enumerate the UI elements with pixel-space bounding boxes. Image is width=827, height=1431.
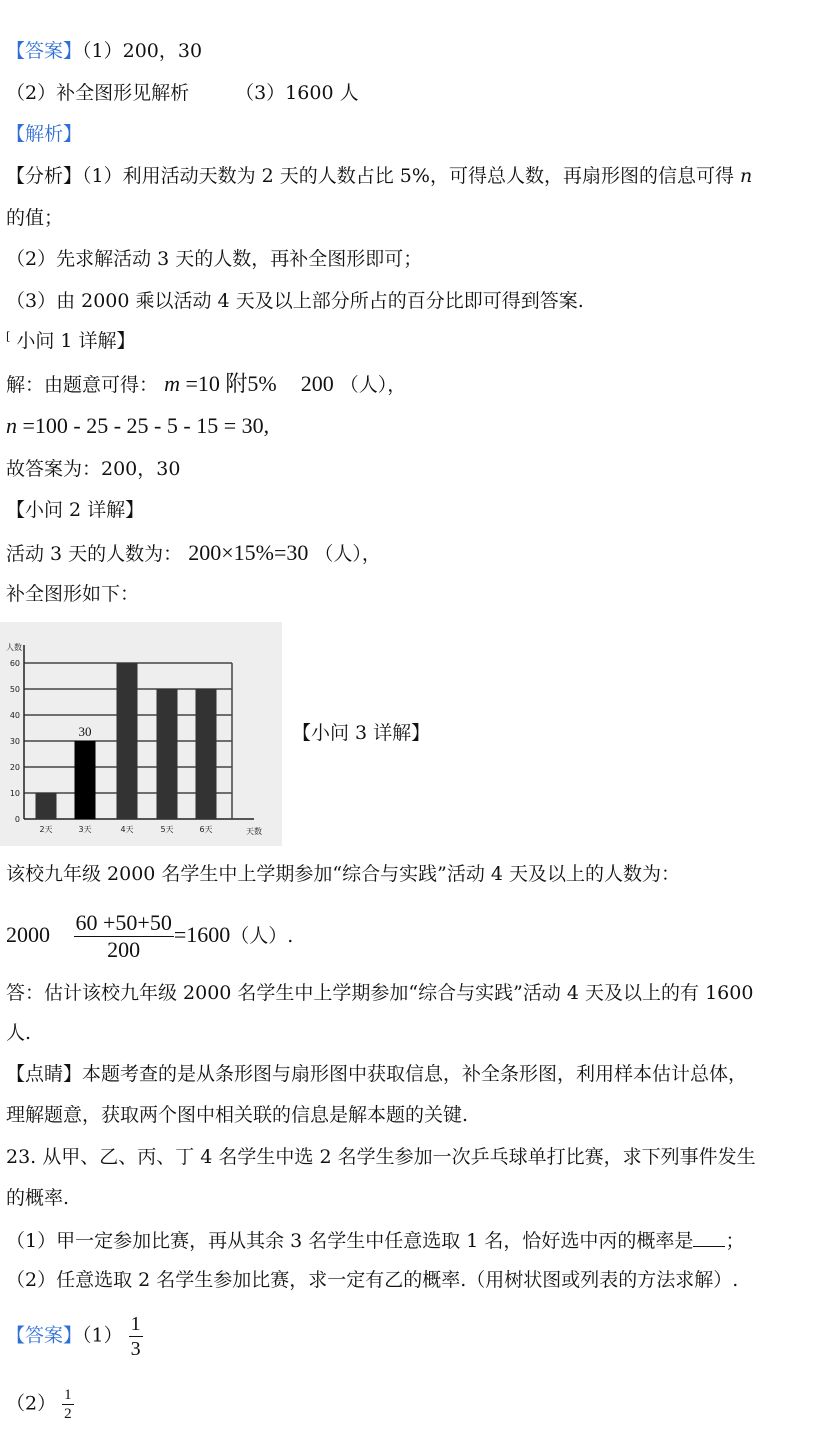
sub2-math: 200×15%=30 [188, 540, 309, 565]
sub2-prefix: 活动 3 天的人数为： [6, 543, 183, 565]
answer-1: （1）200，30 [82, 40, 203, 62]
sub3-line-1: 该校九年级 2000 名学生中上学期参加“综合与实践”活动 4 天及以上的人数为： [6, 863, 681, 885]
sub1-prefix: 解：由题意可得： [6, 374, 159, 396]
q23-part-1-text: （1）甲一定参加比赛，再从其余 3 名学生中任意选取 1 名，恰好选中丙的概率是 [6, 1230, 694, 1252]
y-axis-label: 人数 [6, 643, 22, 652]
q23-part-2: （2）任意选取 2 名学生参加比赛，求一定有乙的概率.（用树状图或列表的方法求解）. [6, 1269, 739, 1291]
sub2-heading: 【小问 2 详解】 [6, 499, 145, 521]
sub1-line2-math: =100 - 25 - 25 - 5 - 15 = 30, [17, 413, 270, 438]
fenxi-line-3: （3）由 2000 乘以活动 4 天及以上部分所占的百分比即可得到答案. [6, 290, 584, 312]
data-label: 30 [78, 724, 92, 739]
y-tick-label: 20 [9, 763, 20, 772]
sub3-calc-lead: 2000 [6, 922, 50, 947]
sub3-calc-denominator: 200 [107, 937, 141, 963]
sub1-var-n: n [6, 413, 17, 438]
q23-answer-2-label: （2） [6, 1392, 57, 1415]
answer-tag: 【答案】 [6, 40, 83, 62]
y-tick-label: 60 [9, 659, 20, 668]
sub1-result: 200 [300, 371, 334, 396]
sub3-answer-1: 答：估计该校九年级 2000 名学生中上学期参加“综合与实践”活动 4 天及以上的有 1600 [6, 982, 754, 1004]
fenxi-text-1: 【分析】（1）利用活动天数为 2 天的人数占比 5%，可得总人数，再扇形图的信息可得 [6, 165, 734, 187]
answer-line-1 [6, 40, 202, 63]
x-axis-label: 天数 [246, 827, 262, 836]
sub1-line-2 [6, 413, 269, 439]
dianjing-line-2: 理解题意，获取两个图中相关联的信息是解本题的关键. [6, 1104, 469, 1126]
bar-chart-figure [0, 622, 282, 846]
q23-line-1: 23. 从甲、乙、丙、丁 4 名学生中选 2 名学生参加一次乒乓球单打比赛，求下列事件发生 [6, 1146, 756, 1168]
sub2-unit: （人）， [314, 543, 381, 565]
sub3-calc-result: =1600 [173, 922, 231, 947]
y-tick-label: 10 [9, 789, 20, 798]
q23-answer-1-fraction [129, 1312, 143, 1361]
bar [117, 663, 138, 819]
answer-3: （3）1600 人 [235, 82, 359, 104]
q23-answer-1-den: 3 [130, 1338, 141, 1360]
bar [36, 793, 57, 819]
sub1-var-m: m [164, 371, 180, 396]
sub3-calc-fraction [74, 910, 174, 964]
sub1-mark: [ [6, 330, 11, 343]
sub3-answer-2: 人. [6, 1022, 32, 1044]
sub3-heading: 【小问 3 详解】 [292, 722, 431, 744]
fenxi-line-1 [6, 165, 752, 188]
x-tick-label: 2天 [39, 825, 53, 834]
sub2-line-2: 补全图形如下： [6, 583, 140, 605]
bar [75, 741, 96, 819]
y-tick-label: 50 [9, 685, 20, 694]
fenxi-line-2: （2）先求解活动 3 天的人数，再补全图形即可； [6, 248, 423, 270]
q23-answer-2 [6, 1386, 74, 1423]
sub3-calc-numerator: 60 +50+50 [74, 910, 174, 937]
sub1-math: =10 附5% [179, 371, 277, 396]
analysis-tag: 【解析】 [6, 123, 83, 145]
sub1-unit: （人）， [339, 374, 407, 396]
sub2-line-1 [6, 540, 381, 566]
bar [196, 689, 217, 819]
fenxi-line-1b: 的值； [6, 207, 64, 229]
q23-answer-2-den: 2 [64, 1406, 72, 1422]
y-tick-label: 30 [9, 737, 20, 746]
sub3-calc [6, 902, 293, 964]
sub1-title: 小问 1 详解】 [16, 330, 136, 352]
x-tick-label: 4天 [120, 825, 134, 834]
answer-line-2 [6, 82, 359, 105]
q23-answer-1-label: （1） [82, 1324, 123, 1347]
sub1-line-1 [6, 371, 406, 397]
answer-2: （2）补全图形见解析 [6, 82, 190, 104]
sub1-heading [6, 330, 136, 353]
dianjing-line-1: 【点睛】本题考查的是从条形图与扇形图中获取信息，补全条形图，利用样本估计总体， [6, 1063, 748, 1085]
bar-chart [0, 622, 282, 846]
answer-blank [693, 1228, 725, 1247]
q23-part-1 [6, 1228, 744, 1253]
q23-part-1-end: ； [725, 1230, 745, 1252]
q23-answer-2-fraction [62, 1386, 74, 1423]
q23-line-2: 的概率. [6, 1187, 70, 1209]
y-tick-label: 40 [9, 711, 20, 720]
y-tick-label: 0 [14, 815, 20, 824]
x-tick-label: 5天 [160, 825, 174, 834]
x-tick-label: 6天 [199, 825, 213, 834]
sub3-calc-unit: （人）. [230, 925, 294, 947]
x-tick-label: 3天 [78, 825, 92, 834]
sub1-line-3: 故答案为：200，30 [6, 458, 181, 480]
bar [157, 689, 178, 819]
q23-answer-tag: 【答案】 [6, 1324, 83, 1347]
q23-answer-2-num: 1 [64, 1387, 72, 1403]
fenxi-var-n: n [740, 165, 753, 187]
q23-answer-1-num: 1 [130, 1313, 141, 1335]
q23-answer-1 [6, 1312, 143, 1361]
